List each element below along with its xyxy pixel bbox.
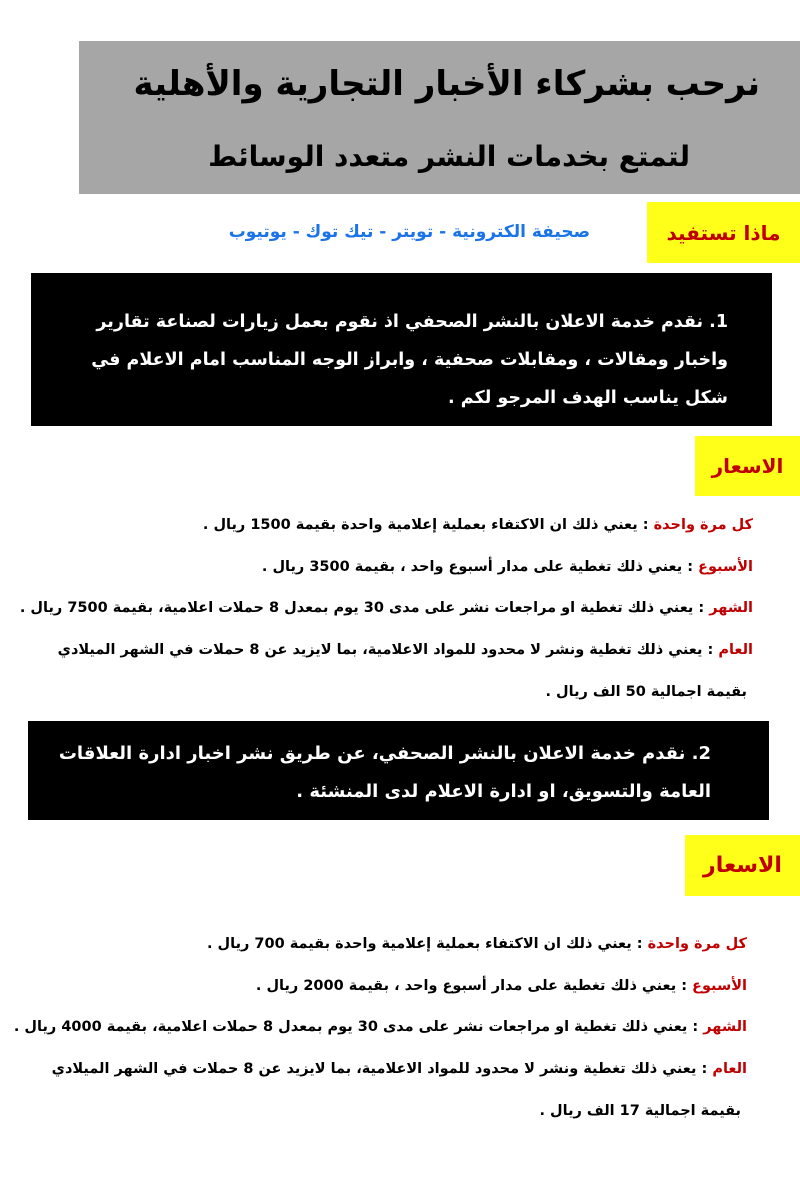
service-box-1 bbox=[31, 273, 772, 426]
platforms-list: صحيفة الكترونية - تويتر - تيك توك - يوتيوب bbox=[228, 222, 590, 242]
price-detail: : يعني ذلك تغطية او مراجعات نشر على مدى 30 يوم بمعدل 8 حملات اعلامية، بقيمة 4000 ريال . bbox=[13, 1019, 704, 1035]
price-detail: : يعني ذلك تغطية ونشر لا محدود للمواد الاعلامية، بما لايزيد عن 8 حملات في الشهر الميلادي bbox=[51, 1061, 713, 1077]
price-line-single bbox=[203, 513, 753, 537]
price-line-single bbox=[207, 932, 747, 956]
benefit-label: ماذا تستفيد bbox=[647, 202, 800, 263]
pricing-label: الاسعار bbox=[685, 835, 800, 896]
price-detail: : يعني ذلك تغطية على مدار أسبوع واحد ، بقيمة 3500 ريال . bbox=[261, 559, 699, 575]
price-line-year-total: بقيمة اجمالية 50 الف ريال . bbox=[545, 684, 747, 700]
price-line-week bbox=[262, 555, 753, 579]
price-line-week bbox=[256, 974, 747, 998]
price-key: الأسبوع bbox=[698, 559, 753, 575]
price-key: كل مرة واحدة bbox=[653, 517, 753, 533]
price-detail: : يعني ذلك تغطية ونشر لا محدود للمواد الاعلامية، بما لايزيد عن 8 حملات في الشهر الميلادي bbox=[57, 642, 719, 658]
price-detail: : يعني ذلك تغطية او مراجعات نشر على مدى 30 يوم بمعدل 8 حملات اعلامية، بقيمة 7500 ريال . bbox=[19, 600, 710, 616]
service-description: 1. نقدم خدمة الاعلان بالنشر الصحفي اذ نقوم بعمل زيارات لصناعة تقارير واخبار ومقالات ، ومقابلات صحفية ، وابراز الوجه المناسب امام الاعلام في شكل يناسب الهدف المرجو لكم . bbox=[91, 312, 728, 408]
price-line-year-total: بقيمة اجمالية 17 الف ريال . bbox=[539, 1103, 741, 1119]
service-box-2 bbox=[28, 721, 769, 820]
price-detail: : يعني ذلك ان الاكتفاء بعملية إعلامية واحدة بقيمة 1500 ريال . bbox=[202, 517, 654, 533]
price-key: العام bbox=[718, 642, 753, 658]
pricing-label: الاسعار bbox=[695, 436, 800, 496]
price-detail: : يعني ذلك ان الاكتفاء بعملية إعلامية واحدة بقيمة 700 ريال . bbox=[206, 936, 648, 952]
price-key: الشهر bbox=[703, 1019, 747, 1035]
price-key: الأسبوع bbox=[692, 978, 747, 994]
price-key: كل مرة واحدة bbox=[647, 936, 747, 952]
price-key: الشهر bbox=[709, 600, 753, 616]
price-key: العام bbox=[712, 1061, 747, 1077]
price-line-month bbox=[20, 596, 753, 620]
price-line-month bbox=[14, 1015, 747, 1039]
page-subtitle: لتمتع بخدمات النشر متعدد الوسائط bbox=[208, 140, 690, 173]
price-line-year bbox=[58, 638, 753, 662]
price-detail: : يعني ذلك تغطية على مدار أسبوع واحد ، بقيمة 2000 ريال . bbox=[255, 978, 693, 994]
price-line-year bbox=[52, 1057, 747, 1081]
page-title: نرحب بشركاء الأخبار التجارية والأهلية bbox=[133, 64, 760, 104]
service-description: 2. نقدم خدمة الاعلان بالنشر الصحفي، عن طريق نشر اخبار ادارة العلاقات العامة والتسويق، او ادارة الاعلام لدى المنشئة . bbox=[58, 743, 711, 802]
